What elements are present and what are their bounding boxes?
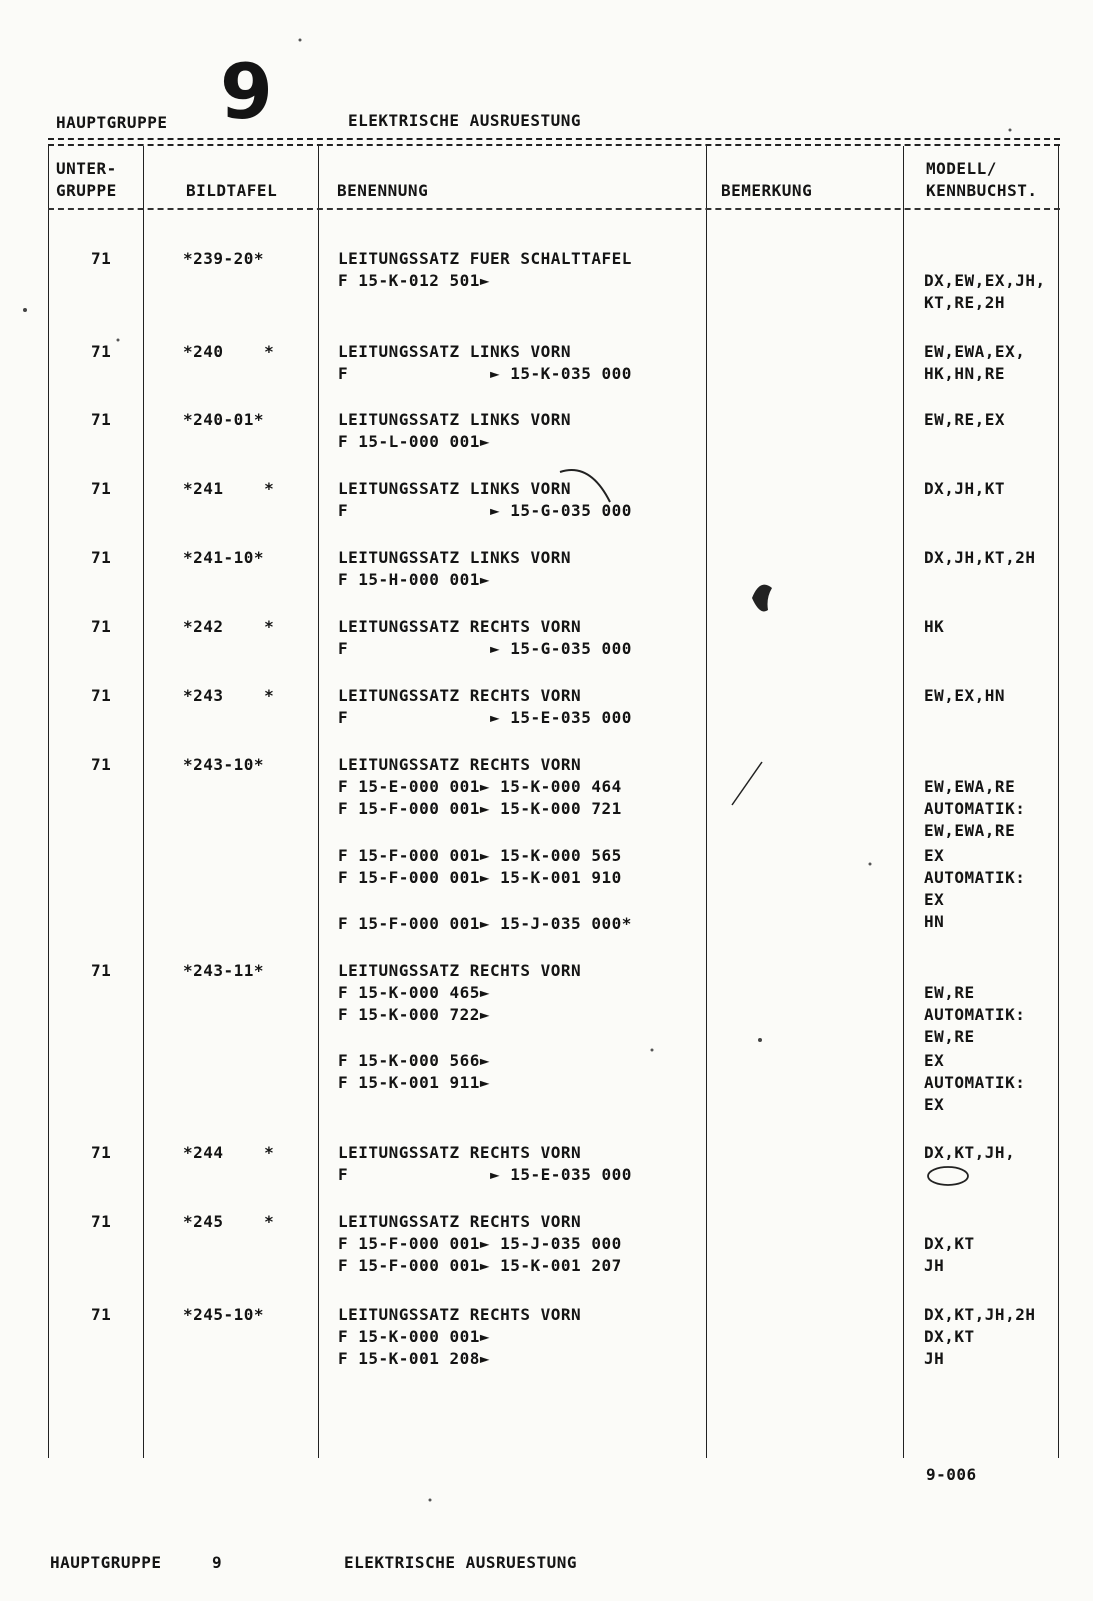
row-benennung-line: F 15-K-001 208► bbox=[338, 1349, 490, 1368]
row-modell-line: EW,RE,EX bbox=[924, 410, 1006, 429]
row-benennung-line: F 15-E-000 001► 15-K-000 464 bbox=[338, 777, 622, 796]
row-untergruppe: 71 bbox=[91, 961, 112, 980]
row-modell-line: DX,KT,JH, bbox=[924, 1143, 1016, 1162]
row-benennung-line: LEITUNGSSATZ LINKS VORN bbox=[338, 342, 572, 361]
footer-hauptgruppe-label: HAUPTGRUPPE bbox=[50, 1553, 162, 1572]
row-modell-line: AUTOMATIK: bbox=[924, 1005, 1026, 1024]
row-benennung-line: F 15-F-000 001► 15-K-001 207 bbox=[338, 1256, 622, 1275]
column-divider bbox=[318, 146, 319, 1458]
row-benennung-line: F ► 15-G-035 000 bbox=[338, 501, 632, 520]
header-group-number: 9 bbox=[220, 47, 273, 136]
row-bildtafel: *242 * bbox=[183, 617, 275, 636]
row-benennung-line: F 15-K-000 722► bbox=[338, 1005, 490, 1024]
row-benennung-line: LEITUNGSSATZ RECHTS VORN bbox=[338, 961, 582, 980]
row-benennung-line: LEITUNGSSATZ RECHTS VORN bbox=[338, 1143, 582, 1162]
row-benennung-line: LEITUNGSSATZ RECHTS VORN bbox=[338, 617, 582, 636]
row-bildtafel: *240-01* bbox=[183, 410, 265, 429]
footer-title: ELEKTRISCHE AUSRUESTUNG bbox=[344, 1553, 578, 1572]
row-benennung-line: F ► 15-K-035 000 bbox=[338, 364, 632, 383]
row-bildtafel: *244 * bbox=[183, 1143, 275, 1162]
row-benennung-line: F 15-K-012 501► bbox=[338, 271, 490, 290]
row-modell-line: HK bbox=[924, 617, 945, 636]
row-benennung-line: F 15-K-000 001► bbox=[338, 1327, 490, 1346]
row-benennung-line: F ► 15-G-035 000 bbox=[338, 639, 632, 658]
row-modell-line: EX bbox=[924, 890, 945, 909]
row-modell-line: DX,KT bbox=[924, 1234, 975, 1253]
col-header-untergruppe-1: UNTER- bbox=[56, 159, 117, 178]
col-header-bildtafel: BILDTAFEL bbox=[186, 181, 278, 200]
row-modell-line: EX bbox=[924, 1095, 945, 1114]
row-modell-line: DX,KT,JH,2H bbox=[924, 1305, 1036, 1324]
row-modell-line: AUTOMATIK: bbox=[924, 1073, 1026, 1092]
header-separator bbox=[48, 208, 1060, 210]
row-benennung-line: F 15-F-000 001► 15-K-000 721 bbox=[338, 799, 622, 818]
row-modell-line: EW,RE bbox=[924, 983, 975, 1002]
col-header-modell-2: KENNBUCHST. bbox=[926, 181, 1038, 200]
row-benennung-line: F ► 15-E-035 000 bbox=[338, 708, 632, 727]
row-bildtafel: *243-11* bbox=[183, 961, 265, 980]
row-bildtafel: *245 * bbox=[183, 1212, 275, 1231]
row-benennung-line: F 15-L-000 001► bbox=[338, 432, 490, 451]
row-modell-line: EW,EWA,RE bbox=[924, 777, 1016, 796]
row-bildtafel: *241-10* bbox=[183, 548, 265, 567]
row-modell-line: DX,JH,KT bbox=[924, 479, 1006, 498]
row-benennung-line: LEITUNGSSATZ FUER SCHALTTAFEL bbox=[338, 249, 632, 268]
column-divider bbox=[143, 146, 144, 1458]
column-divider bbox=[48, 146, 49, 1458]
header-double-rule bbox=[48, 138, 1060, 146]
row-bildtafel: *241 * bbox=[183, 479, 275, 498]
col-header-untergruppe-2: GRUPPE bbox=[56, 181, 117, 200]
row-modell-line: AUTOMATIK: bbox=[924, 799, 1026, 818]
row-untergruppe: 71 bbox=[91, 548, 112, 567]
row-modell-line: EX bbox=[924, 846, 945, 865]
row-modell-line: KT,RE,2H bbox=[924, 293, 1006, 312]
row-untergruppe: 71 bbox=[91, 617, 112, 636]
row-benennung-line: F 15-K-000 465► bbox=[338, 983, 490, 1002]
row-modell-line: DX,JH,KT,2H bbox=[924, 548, 1036, 567]
row-modell-line: JH bbox=[924, 1349, 945, 1368]
row-untergruppe: 71 bbox=[91, 1143, 112, 1162]
row-modell-line: EW,EWA,RE bbox=[924, 821, 1016, 840]
row-benennung-line: LEITUNGSSATZ RECHTS VORN bbox=[338, 755, 582, 774]
row-bildtafel: *245-10* bbox=[183, 1305, 265, 1324]
row-untergruppe: 71 bbox=[91, 479, 112, 498]
row-modell-line: DX,KT bbox=[924, 1327, 975, 1346]
row-benennung-line: LEITUNGSSATZ LINKS VORN bbox=[338, 410, 572, 429]
row-bildtafel: *239-20* bbox=[183, 249, 265, 268]
footer-group-number: 9 bbox=[212, 1553, 223, 1572]
row-benennung-line: F 15-F-000 001► 15-J-035 000 bbox=[338, 1234, 622, 1253]
row-modell-line: EW,RE bbox=[924, 1027, 975, 1046]
row-untergruppe: 71 bbox=[91, 686, 112, 705]
row-benennung-line: F 15-F-000 001► 15-K-000 565 bbox=[338, 846, 622, 865]
row-benennung-line: LEITUNGSSATZ RECHTS VORN bbox=[338, 1305, 582, 1324]
row-bildtafel: *240 * bbox=[183, 342, 275, 361]
page-number: 9-006 bbox=[926, 1465, 977, 1484]
row-bildtafel: *243-10* bbox=[183, 755, 265, 774]
row-benennung-line: F 15-F-000 001► 15-J-035 000* bbox=[338, 914, 632, 933]
col-header-benennung: BENENNUNG bbox=[337, 181, 429, 200]
row-modell-line: EX bbox=[924, 1051, 945, 1070]
row-modell-line: HK,HN,RE bbox=[924, 364, 1006, 383]
row-untergruppe: 71 bbox=[91, 1212, 112, 1231]
row-untergruppe: 71 bbox=[91, 755, 112, 774]
column-divider bbox=[706, 146, 707, 1458]
row-modell-line: EW,EWA,EX, bbox=[924, 342, 1026, 361]
row-benennung-line: F ► 15-E-035 000 bbox=[338, 1165, 632, 1184]
row-benennung-line: LEITUNGSSATZ RECHTS VORN bbox=[338, 1212, 582, 1231]
row-untergruppe: 71 bbox=[91, 1305, 112, 1324]
row-modell-line: HN bbox=[924, 912, 945, 931]
row-benennung-line: F 15-K-000 566► bbox=[338, 1051, 490, 1070]
row-benennung-line: F 15-F-000 001► 15-K-001 910 bbox=[338, 868, 622, 887]
row-untergruppe: 71 bbox=[91, 249, 112, 268]
row-benennung-line: LEITUNGSSATZ LINKS VORN bbox=[338, 479, 572, 498]
column-divider bbox=[1058, 146, 1059, 1458]
row-benennung-line: LEITUNGSSATZ LINKS VORN bbox=[338, 548, 572, 567]
row-modell-line: AUTOMATIK: bbox=[924, 868, 1026, 887]
row-benennung-line: LEITUNGSSATZ RECHTS VORN bbox=[338, 686, 582, 705]
row-modell-line: JH bbox=[924, 1256, 945, 1275]
header-title: ELEKTRISCHE AUSRUESTUNG bbox=[348, 111, 582, 130]
row-benennung-line: F 15-H-000 001► bbox=[338, 570, 490, 589]
row-benennung-line: F 15-K-001 911► bbox=[338, 1073, 490, 1092]
row-modell-line: EW,EX,HN bbox=[924, 686, 1006, 705]
col-header-modell-1: MODELL/ bbox=[926, 159, 997, 178]
row-untergruppe: 71 bbox=[91, 410, 112, 429]
column-divider bbox=[903, 146, 904, 1458]
col-header-bemerkung: BEMERKUNG bbox=[721, 181, 813, 200]
row-modell-line: DX,EW,EX,JH, bbox=[924, 271, 1046, 290]
row-bildtafel: *243 * bbox=[183, 686, 275, 705]
row-untergruppe: 71 bbox=[91, 342, 112, 361]
header-hauptgruppe-label: HAUPTGRUPPE bbox=[56, 113, 168, 132]
